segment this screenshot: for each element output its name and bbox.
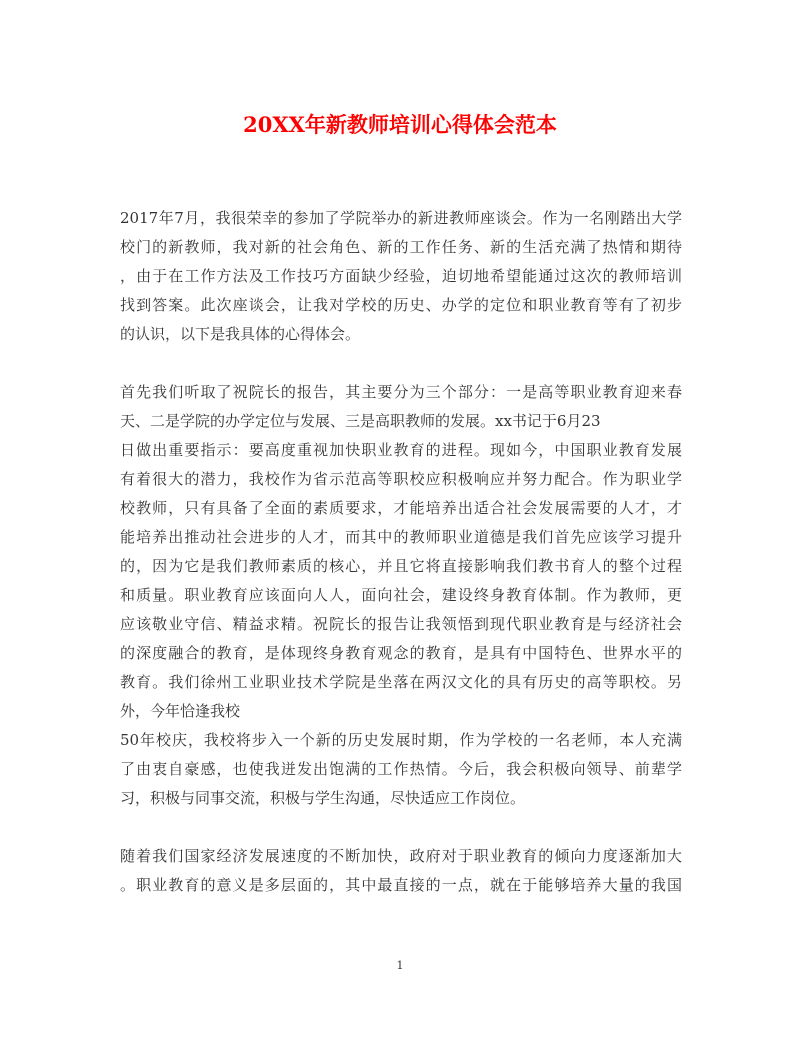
paragraph-line: 了由衷自豪感，也使我迸发出饱满的工作热情。今后，我会积极向领导、前辈学 bbox=[120, 760, 682, 778]
paragraph-line: 教育。我们徐州工业职业技术学院是坐落在两汉文化的具有历史的高等职校。另 bbox=[120, 673, 682, 691]
paragraph-line: 2017年7月，我很荣幸的参加了学院举办的新进教师座谈会。作为一名刚踏出大学 bbox=[120, 209, 682, 227]
paragraph-line: 外，今年恰逢我校 bbox=[120, 702, 241, 720]
paragraph-line: 找到答案。此次座谈会，让我对学校的历史、办学的定位和职业教育等有了初步 bbox=[120, 296, 682, 314]
paragraph-line: 习，积极与同事交流，积极与学生沟通，尽快适应工作岗位。 bbox=[120, 789, 526, 807]
document-body bbox=[120, 204, 682, 900]
paragraph-gap bbox=[120, 813, 682, 842]
paragraph-line: 日做出重要指示：要高度重视加快职业教育的进程。现如今，中国职业教育发展 bbox=[120, 441, 682, 459]
paragraph-line: 的认识，以下是我具体的心得体会。 bbox=[120, 325, 361, 343]
paragraph-line: 校教师，只有具备了全面的素质要求，才能培养出适合社会发展需要的人才，才 bbox=[120, 499, 682, 517]
paragraph-line: 和质量。职业教育应该面向人人，面向社会，建设终身教育体制。作为教师，更 bbox=[120, 586, 682, 604]
document-title: 20XX年新教师培训心得体会范本 bbox=[243, 112, 557, 137]
paragraph-line: 应该敬业守信、精益求精。祝院长的报告让我领悟到现代职业教育是与经济社会 bbox=[120, 615, 682, 633]
page-number: 1 bbox=[396, 959, 404, 972]
paragraph-line: 校门的新教师，我对新的社会角色、新的工作任务、新的生活充满了热情和期待 bbox=[120, 238, 682, 256]
paragraph-line: 有着很大的潜力，我校作为省示范高等职校应积极响应并努力配合。作为职业学 bbox=[120, 470, 682, 488]
paragraph-line: 的深度融合的教育，是体现终身教育观念的教育，是具有中国特色、世界水平的 bbox=[120, 644, 682, 662]
paragraph-line: 天、二是学院的办学定位与发展、三是高职教师的发展。xx书记于6月23 bbox=[120, 412, 601, 430]
paragraph-line: 首先我们听取了祝院长的报告，其主要分为三个部分：一是高等职业教育迎来春 bbox=[120, 383, 682, 401]
paragraph-line: 50年校庆，我校将步入一个新的历史发展时期，作为学校的一名老师，本人充满 bbox=[120, 731, 682, 749]
paragraph-gap bbox=[120, 349, 682, 378]
paragraph-line: 的，因为它是我们教师素质的核心，并且它将直接影响我们教书育人的整个过程 bbox=[120, 557, 682, 575]
paragraph-3 bbox=[120, 842, 682, 900]
paragraph-line: 随着我们国家经济发展速度的不断加快，政府对于职业教育的倾向力度逐渐加大 bbox=[120, 847, 682, 865]
paragraph-2 bbox=[120, 378, 682, 813]
paragraph-line: 能培养出推动社会进步的人才，而其中的教师职业道德是我们首先应该学习提升 bbox=[120, 528, 682, 546]
paragraph-line: 。职业教育的意义是多层面的，其中最直接的一点，就在于能够培养大量的我国 bbox=[120, 876, 682, 894]
paragraph-line: ，由于在工作方法及工作技巧方面缺少经验，迫切地希望能通过这次的教师培训 bbox=[120, 267, 682, 285]
paragraph-1 bbox=[120, 204, 682, 349]
